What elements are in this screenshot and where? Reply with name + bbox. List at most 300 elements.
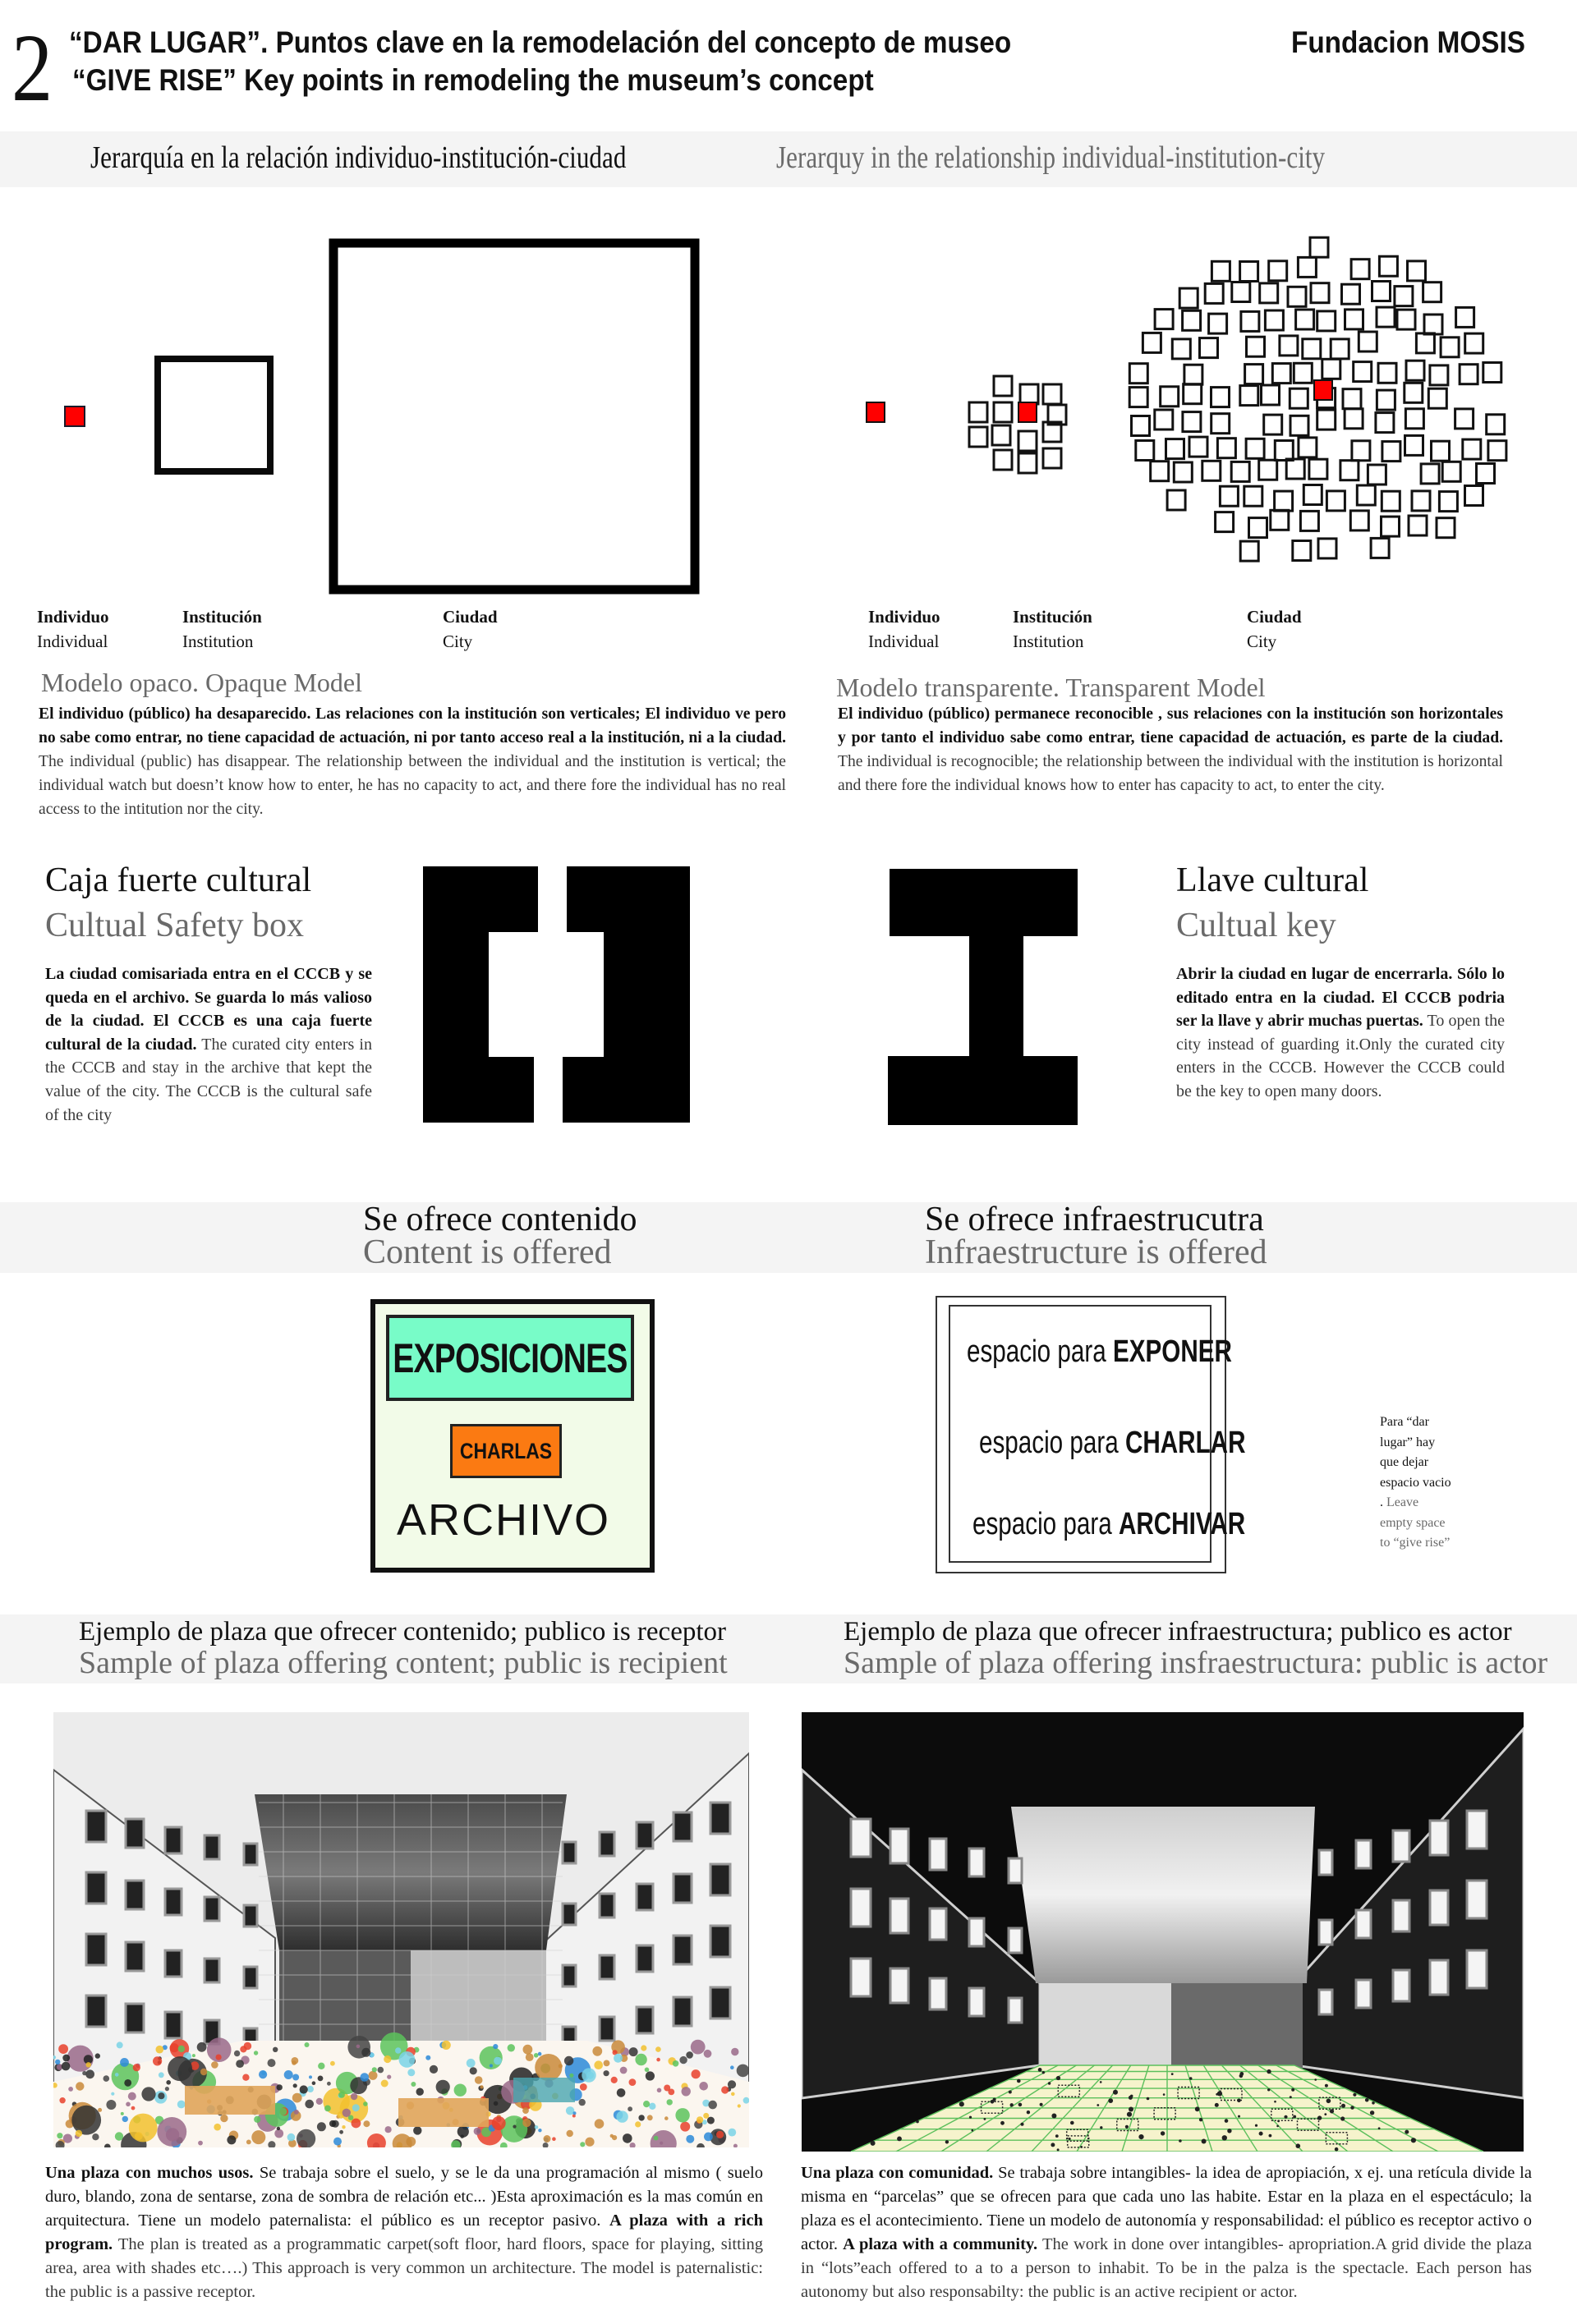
floor-dot xyxy=(399,2051,416,2068)
left-bracket-shape xyxy=(423,866,538,1123)
city-member-square xyxy=(1350,511,1368,530)
floor-dot xyxy=(493,2044,498,2049)
floor-dot xyxy=(638,2115,644,2120)
floor-mark xyxy=(1326,2099,1331,2104)
floor-mark xyxy=(1340,2116,1345,2120)
floor-dot xyxy=(268,2059,276,2067)
floor-dot xyxy=(656,2058,660,2062)
floor-dot xyxy=(338,2092,345,2098)
city-member-square xyxy=(1245,365,1263,384)
label-institucion-2: Institución xyxy=(1013,607,1092,627)
plaza-content-illustration xyxy=(53,1712,749,2147)
window xyxy=(86,1811,106,1842)
city-member-square xyxy=(1460,365,1478,384)
city-member-square xyxy=(1136,441,1154,461)
opaque-model-description: El individuo (público) ha desaparecido. Las relaciones con la institución son verticales; El individuo ve pero no sabe como entrar, no tiene capacidad de actuación, ni por tanto acceso real a la institución, ni a la ciudad. The individual (public) has disappear. The relationship between the individual and the institution is vertical; the individual watch but doesn’t know how to enter, he has no capacity to act, and there fore the individual has no real access to the intitution nor the city. xyxy=(39,705,786,818)
floor-dot xyxy=(535,2125,539,2129)
window xyxy=(1467,1811,1487,1849)
plaza-content-title-spanish: Ejemplo de plaza que ofrecer contenido; publico is receptor xyxy=(79,1617,727,1647)
i-beam-shape xyxy=(888,869,1078,1125)
floor-dot xyxy=(246,2140,251,2145)
floor-dot xyxy=(679,2056,687,2064)
floor-dot xyxy=(86,2062,91,2067)
floor-dot xyxy=(647,2115,653,2120)
floor-dot xyxy=(395,2047,401,2053)
floor-dot xyxy=(534,2053,539,2058)
plaza-content-photo xyxy=(53,1712,749,2147)
floor-dot xyxy=(177,2101,186,2109)
floor-dot xyxy=(680,2122,690,2132)
floor-mark xyxy=(897,2137,902,2142)
floor-dot xyxy=(411,2082,416,2087)
city-member-square xyxy=(1441,338,1459,357)
floor-mark xyxy=(993,2098,996,2101)
floor-mark xyxy=(1027,2110,1030,2114)
floor-dot xyxy=(370,2053,374,2057)
floor-dot xyxy=(564,2056,573,2065)
floor-mark xyxy=(1055,2134,1059,2138)
floor-mark xyxy=(1048,2082,1051,2084)
floor-dot xyxy=(544,2135,551,2143)
city-member-square xyxy=(1437,518,1455,538)
city-member-square xyxy=(1211,261,1230,281)
floor-dot xyxy=(103,2075,110,2082)
window xyxy=(600,1894,614,1918)
city-member-square xyxy=(1151,462,1169,481)
floor-dot xyxy=(200,2069,207,2075)
city-member-square xyxy=(1303,339,1321,359)
individual-in-institution-square xyxy=(1018,402,1037,422)
floor-dot xyxy=(378,2067,384,2074)
floor-dot xyxy=(352,2104,360,2111)
window xyxy=(1430,1960,1448,1995)
city-member-square xyxy=(1200,338,1218,358)
city-member-square xyxy=(1368,465,1386,485)
city-member-square xyxy=(1322,359,1340,379)
city-member-square xyxy=(1421,464,1439,484)
city-member-square xyxy=(1382,491,1400,511)
window xyxy=(205,1959,219,1982)
floor-dot xyxy=(579,2099,586,2106)
floor-dot xyxy=(356,2045,361,2049)
floor-dot xyxy=(490,2064,493,2067)
floor-dot xyxy=(158,2092,164,2099)
floor-dot xyxy=(513,2125,516,2129)
floor-dot xyxy=(731,2092,735,2097)
floor-dot xyxy=(526,2053,534,2061)
city-member-square xyxy=(1189,437,1207,457)
floor-mark xyxy=(959,2101,964,2106)
floor-mark xyxy=(1341,2104,1345,2108)
plaza-infrastructure-caption: Una plaza con comunidad. Se trabaja sobre intangibles- la idea de apropiación, x ej. una retícula divide la misma en “parcelas” que se ofrecen para que cada uno las habite. Estar en la plaza en el espectáculo; la plaza es el acontecimiento. Tiene un modelo de autonomía y responsabilidad: el público es receptor activo o actor. A plaza with a community. The work in done over intangibles- apropriation.A grid divide the plaza in “lots”each offered to a to a person to inhabit. To be in the palza is the spectacle. Each person has autonomy but also responsabilty: the public is an active recipient or actor. xyxy=(801,2164,1533,2301)
floor-dot xyxy=(192,2054,195,2057)
floor-mark xyxy=(1070,2121,1074,2125)
floor-dot xyxy=(166,2080,171,2085)
floor-dot xyxy=(416,2088,424,2096)
window xyxy=(710,1926,730,1957)
city-member-square xyxy=(1376,413,1394,433)
floor-mark xyxy=(1113,2090,1118,2095)
floor-mark xyxy=(1069,2138,1071,2140)
section-number: 2 xyxy=(11,14,53,122)
floor-dot xyxy=(220,2115,228,2122)
window xyxy=(890,1829,908,1863)
city-member-square xyxy=(1240,541,1258,561)
window xyxy=(710,1864,730,1895)
floor-dot xyxy=(121,2112,124,2115)
floor-dot xyxy=(339,2130,343,2134)
floor-mark xyxy=(1127,2112,1132,2117)
city-member-square xyxy=(1272,364,1290,384)
floor-dot xyxy=(716,2131,724,2138)
floor-dot xyxy=(300,2085,308,2093)
city-member-square xyxy=(1244,486,1262,506)
title-english: “GIVE RISE” Key points in remodeling the museum’s concept xyxy=(72,63,874,97)
window xyxy=(969,1918,984,1946)
city-member-square xyxy=(1184,365,1202,384)
floor-dot xyxy=(133,2064,140,2071)
city-member-square xyxy=(1241,311,1259,331)
floor-dot xyxy=(467,2059,476,2068)
floor-patch xyxy=(398,2098,489,2127)
city-member-square xyxy=(1432,441,1450,461)
title-spanish: “DAR LUGAR”. Puntos clave en la remodelación del concepto de museo xyxy=(69,25,1012,59)
floor-dot xyxy=(738,2104,741,2107)
floor-dot xyxy=(361,2048,370,2057)
window xyxy=(600,1955,614,1979)
city-member-square xyxy=(1249,518,1267,538)
floor-dot xyxy=(284,2070,293,2079)
floor-dot xyxy=(372,2067,377,2072)
floor-dot xyxy=(273,2047,278,2052)
right-bracket-shape xyxy=(563,866,690,1123)
floor-dot xyxy=(309,2075,312,2078)
window xyxy=(1009,1858,1022,1883)
city-member-square xyxy=(1275,441,1293,461)
floor-dot xyxy=(470,2067,477,2074)
floor-mark xyxy=(1129,2107,1133,2112)
window xyxy=(1356,1910,1371,1938)
city-member-square xyxy=(1354,362,1372,382)
floor-dot xyxy=(352,2119,361,2129)
city-member-square xyxy=(1487,415,1505,434)
floor-dot xyxy=(124,2079,131,2087)
city-member-square xyxy=(1167,490,1185,510)
floor-dot xyxy=(342,2125,345,2129)
floor-dot xyxy=(259,2070,267,2078)
city-member-square xyxy=(1310,237,1328,257)
infrastructure-inner-frame xyxy=(949,1305,1246,1563)
floor-mark xyxy=(1335,2147,1339,2152)
label-individual-2: Individual xyxy=(868,632,940,651)
city-member-square xyxy=(1294,363,1312,383)
floor-dot xyxy=(159,2072,164,2078)
institution-member-square xyxy=(969,402,987,422)
floor-mark xyxy=(945,2140,949,2143)
floor-dot xyxy=(655,2046,661,2052)
floor-mark xyxy=(1227,2129,1231,2133)
floor-dot xyxy=(645,2068,650,2073)
city-member-square xyxy=(1231,462,1249,481)
infrastructure-offered-english: Infraestructure is offered xyxy=(925,1233,1267,1271)
floor-dot xyxy=(654,2136,659,2141)
floor-mark xyxy=(1057,2148,1060,2151)
label-individuo-2: Individuo xyxy=(868,607,940,627)
transparent-model-diagram xyxy=(854,230,1577,591)
city-member-square xyxy=(1405,409,1423,429)
window xyxy=(1319,1850,1332,1875)
label-ciudad: Ciudad xyxy=(443,607,498,627)
floor-dot xyxy=(170,2043,179,2052)
floor-dot xyxy=(236,2060,244,2068)
city-member-square xyxy=(1155,410,1173,429)
city-member-square xyxy=(1378,363,1396,383)
institution-member-square xyxy=(1043,448,1061,468)
floor-dot xyxy=(728,2129,736,2137)
institution-member-square xyxy=(1018,431,1037,451)
floor-dot xyxy=(324,2106,331,2112)
city-member-square xyxy=(1132,416,1150,436)
city-member-square xyxy=(1205,283,1223,303)
floor-dot xyxy=(492,2116,506,2130)
window xyxy=(563,1842,576,1863)
floor-mark xyxy=(1317,2115,1322,2120)
city-member-square xyxy=(1217,439,1235,458)
label-individual: Individual xyxy=(37,632,108,651)
floor-dot xyxy=(71,2106,101,2135)
floor-mark xyxy=(1202,2139,1207,2144)
floor-dot xyxy=(58,2044,68,2054)
city-member-square xyxy=(1405,383,1423,402)
window xyxy=(244,1967,257,1988)
floor-dot xyxy=(293,2083,297,2087)
content-offered-spanish: Se ofrece contenido xyxy=(363,1201,637,1238)
floor-dot xyxy=(98,2108,102,2112)
city-member-square xyxy=(1377,390,1395,410)
floor-dot xyxy=(156,2046,164,2054)
window xyxy=(969,1849,984,1876)
floor-dot xyxy=(494,2057,502,2065)
floor-dot xyxy=(82,2071,86,2075)
city-member-square xyxy=(1220,486,1238,506)
window xyxy=(126,1819,144,1848)
floor-mark xyxy=(1125,2125,1129,2129)
floor-dot xyxy=(351,2093,357,2100)
floor-mark xyxy=(1163,2093,1166,2096)
city-member-square xyxy=(1463,439,1481,459)
window xyxy=(710,1803,730,1834)
city-member-square xyxy=(1298,257,1316,277)
floor-dot xyxy=(643,2101,650,2107)
window xyxy=(1393,1830,1409,1862)
floor-dot xyxy=(682,2087,691,2096)
city-member-square xyxy=(1129,364,1147,384)
transparent-model-title: Modelo transparente. Transparent Model xyxy=(836,673,1266,702)
floor-mark xyxy=(1325,2084,1328,2087)
floor-dot xyxy=(708,2101,717,2110)
safety-box-title-english: Cultual Safety box xyxy=(45,907,304,944)
city-member-square xyxy=(1456,307,1474,327)
city-member-square xyxy=(1155,310,1173,329)
city-member-square xyxy=(1247,337,1265,356)
window xyxy=(126,1881,144,1909)
plaza-infra-title-spanish: Ejemplo de plaza que ofrecer infraestructura; publico es actor xyxy=(844,1617,1512,1647)
floor-dot xyxy=(254,2051,258,2055)
floor-dot xyxy=(616,2110,628,2122)
floor-dot xyxy=(635,2054,646,2065)
floor-dot xyxy=(704,2050,712,2058)
city-member-square xyxy=(1382,442,1400,462)
window xyxy=(930,1978,946,2009)
floor-dot xyxy=(657,2088,662,2093)
floor-dot xyxy=(641,2045,646,2051)
floor-mark xyxy=(1284,2115,1287,2119)
floor-dot xyxy=(604,2060,610,2067)
floor-dot xyxy=(316,2098,323,2105)
floor-dot xyxy=(294,2110,299,2115)
floor-dot xyxy=(430,2065,438,2074)
floor-dot xyxy=(333,2138,342,2146)
floor-mark xyxy=(1291,2088,1294,2092)
floor-dot xyxy=(664,2116,669,2120)
floor-dot xyxy=(141,2087,155,2101)
floor-dot xyxy=(292,2093,302,2103)
floor-dot xyxy=(508,2044,515,2051)
floor-mark xyxy=(1147,2097,1150,2101)
floor-patch xyxy=(513,2078,575,2102)
floor-dot xyxy=(667,2099,673,2105)
window xyxy=(1319,1920,1332,1945)
floor-mark xyxy=(972,2129,974,2132)
city-member-square xyxy=(1397,310,1415,329)
window xyxy=(890,1899,908,1933)
floor-dot xyxy=(522,2119,531,2127)
infrastructure-box xyxy=(936,1296,1246,1573)
city-member-square xyxy=(1359,332,1377,351)
city-member-square xyxy=(1372,282,1391,301)
floor-dot xyxy=(595,2119,605,2129)
floor-dot xyxy=(413,2126,421,2134)
floor-mark xyxy=(984,2118,986,2120)
floor-dot xyxy=(363,2101,368,2106)
label-ciudad-2: Ciudad xyxy=(1247,607,1302,627)
floor-mark xyxy=(1296,2143,1301,2148)
city-member-square xyxy=(1408,261,1426,281)
floor-mark xyxy=(1010,2103,1014,2106)
floor-dot xyxy=(538,2129,541,2132)
window xyxy=(165,1889,182,1915)
window xyxy=(165,1827,182,1853)
floor-dot xyxy=(614,2054,623,2063)
floor-mark xyxy=(1239,2074,1244,2078)
label-city-2: City xyxy=(1247,632,1277,651)
floor-mark xyxy=(1009,2091,1012,2094)
window xyxy=(244,1905,257,1927)
space-to-exhibit: espacio para EXPONER xyxy=(967,1334,1232,1369)
floor-dot xyxy=(523,2045,533,2055)
floor-dot xyxy=(131,2106,136,2110)
city-member-square xyxy=(1465,333,1483,353)
label-city: City xyxy=(443,632,473,651)
window xyxy=(1009,1928,1022,1953)
floor-dot xyxy=(697,2116,703,2123)
window xyxy=(674,1812,692,1841)
floor-mark xyxy=(1411,2138,1416,2143)
floor-dot xyxy=(111,2092,114,2096)
floor-mark xyxy=(1100,2126,1102,2129)
floor-mark xyxy=(1276,2125,1279,2128)
city-member-square xyxy=(1296,310,1314,329)
floor-dot xyxy=(660,2142,663,2145)
city-member-square xyxy=(1382,517,1400,536)
institution-member-square xyxy=(969,427,987,447)
window xyxy=(969,1988,984,2016)
safety-box-description: La ciudad comisariada entra en el CCCB y se queda en el archivo. Se guarda lo más valioso de la ciudad. El CCCB es una caja fuerte cultural de la ciudad. The curated city enters in the CCCB and stay in the archive that kept the value of the city. The CCCB is the cultural safe of the city xyxy=(45,965,372,1124)
window xyxy=(1009,1998,1022,2023)
city-member-square xyxy=(1311,283,1329,303)
floor-mark xyxy=(1324,2113,1326,2115)
floor-dot xyxy=(214,2124,221,2131)
floor-dot xyxy=(120,2058,129,2067)
floor-dot xyxy=(686,2135,694,2143)
floor-dot xyxy=(649,2103,655,2110)
city-member-square xyxy=(1340,461,1359,480)
floor-mark xyxy=(1021,2123,1024,2126)
organization-name: Fundacion MOSIS xyxy=(1291,25,1525,59)
floor-dot xyxy=(197,2042,207,2052)
floor-dot xyxy=(457,2126,469,2138)
window xyxy=(637,1945,653,1972)
window xyxy=(1356,1980,1371,2008)
institution-member-square xyxy=(1043,384,1061,404)
plaza-infrastructure-illustration xyxy=(802,1712,1524,2152)
window xyxy=(563,1904,576,1925)
safety-box-brackets-icon xyxy=(419,866,698,1129)
plaza-content-caption: Una plaza con muchos usos. Se trabaja sobre el suelo, y se le da una programación al mismo ( suelo duro, blando, zona de sentarse, zona de sombra de relación etc... )Esta aproximación es la mas común en arquitectura. Tiene un modelo paternalista: el público es un receptor pasivo. A plaza with a rich program. The plan is treated as a programmatic carpet(soft floor, hard floors, space for playing, sitting area, area with shades etc….) This approach is very common un architecture. The model is paternalistic: the public is a passive receptor. xyxy=(45,2164,764,2301)
floor-mark xyxy=(1051,2114,1056,2119)
floor-dot xyxy=(343,2109,351,2117)
institution-member-square xyxy=(1018,453,1037,473)
floor-dot xyxy=(279,2108,287,2115)
city-member-square xyxy=(1428,388,1446,408)
floor-dot xyxy=(62,2055,70,2062)
floor-dot xyxy=(318,2076,324,2082)
city-member-square xyxy=(1161,387,1179,406)
floor-dot xyxy=(454,2084,467,2097)
floor-mark xyxy=(1042,2071,1045,2074)
window xyxy=(1356,1840,1371,1868)
floor-dot xyxy=(573,2111,577,2115)
city-member-square xyxy=(1280,336,1298,356)
floor-mark xyxy=(1018,2103,1023,2107)
city-member-square xyxy=(1211,388,1230,407)
window xyxy=(86,1996,106,2027)
city-member-square xyxy=(1488,441,1506,461)
floor-dot xyxy=(168,2056,192,2081)
city-member-square xyxy=(1357,485,1375,505)
safety-box-title-spanish: Caja fuerte cultural xyxy=(45,861,312,899)
floor-dot xyxy=(707,2117,715,2124)
exhibitions-block xyxy=(386,1315,634,1401)
city-member-square xyxy=(1275,491,1293,511)
offer-heading-band xyxy=(0,1202,1577,1273)
floor-dot xyxy=(628,2106,632,2111)
floor-dot xyxy=(106,2100,116,2110)
city-member-square xyxy=(1264,415,1282,434)
floor-dot xyxy=(312,2081,316,2085)
floor-dot xyxy=(153,2056,162,2065)
floor-dot xyxy=(57,2133,62,2138)
